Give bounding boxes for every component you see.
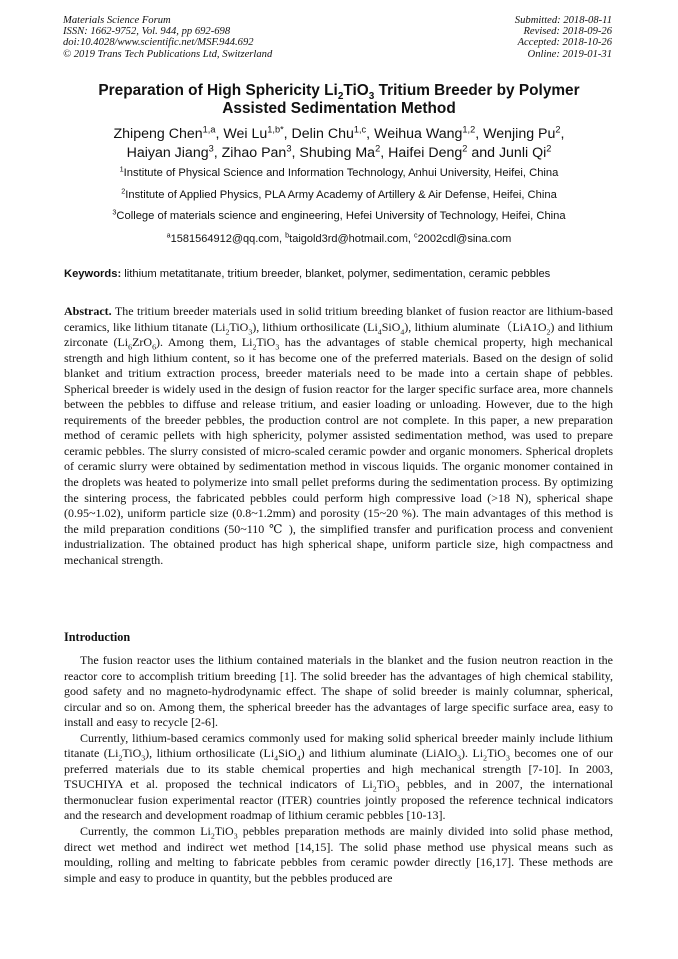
chem-subscript: 2 [210,831,215,841]
chem-subscript: 3 [141,753,146,763]
author-separator: , [283,126,292,142]
author-separator: , [560,126,565,142]
author-affiliation-marker: 3 [208,142,214,153]
author-emails [40,233,638,246]
author-affiliation-marker: 1,b* [267,124,284,135]
abstract-text: ). Among them, Li [155,335,253,350]
email-address[interactable]: taigold3rd@hotmail.com, [289,233,415,245]
intro-paragraph-2 [64,731,613,824]
chem-subscript: 3 [275,342,280,352]
author-affiliation-marker: 1,2 [462,124,476,135]
chem-subscript: 6 [128,342,133,352]
chem-subscript: 3 [248,326,253,336]
keywords [64,267,624,281]
email-marker: a [166,231,171,240]
chem-subscript: 4 [274,753,279,763]
journal-header-left [63,15,272,60]
author-separator: , [366,126,375,142]
title-sub: 2 [337,91,344,103]
title-text: TiO [343,82,369,99]
chem-subscript: 3 [233,831,238,841]
intro-text: TiO [214,824,234,839]
email-address[interactable]: 1581564912@qq.com, [170,233,286,245]
author-name: Wei Lu [223,126,268,142]
abstract-text: The tritium breeder materials used in solid tritium breeding blanket of fusion reactor are lithium-based ceramics, like lithium titanate (Li [64,304,613,334]
chem-subscript: 2 [118,753,123,763]
author-affiliation-marker: 2 [546,142,552,153]
intro-text: TiO [376,777,396,792]
section-heading-introduction: Introduction [64,630,131,644]
intro-text: pebbles, and in 2007, the international thermonuclear fusion experimental reactor (ITER) countries jointly proposed the reference technical indicators and the research and development roadmap of lithium ceramic pebbles [10-13]. [64,777,614,823]
affiliation-1 [40,164,638,180]
email-address[interactable]: 2002cdl@sina.com [417,233,512,245]
intro-text: TiO [122,746,142,761]
author-affiliation-marker: 2 [375,142,381,153]
abstract-text: ), lithium aluminate（LiA1O [404,319,547,334]
chem-subscript: 2 [483,753,488,763]
introduction-body [64,653,613,886]
chem-subscript: 2 [252,342,257,352]
affiliation-text: Institute of Applied Physics, PLA Army Academy of Artillery & Air Defense, Heifei, China [125,189,557,201]
affiliation-number: 1 [119,164,124,174]
affiliation-text: Institute of Physical Science and Information Technology, Anhui University, Heifei, China [123,167,559,179]
chem-subscript: 4 [377,326,382,336]
chem-subscript: 4 [400,326,405,336]
chem-subscript: 6 [152,342,156,352]
email-marker: c [414,231,418,240]
author-separator: , [291,144,300,161]
affiliation-text: College of materials science and engineering, Hefei University of Technology, Heifei, China [116,210,566,222]
intro-paragraph-3 [64,824,613,886]
intro-text: becomes one of our preferred materials due to its stable chemical properties and high mechanical strength [7-10]. In 2003, TSUCHIYA et al. proposed the technical indicators of Li [64,746,613,792]
author-affiliation-marker: 2 [555,124,561,135]
intro-text: pebbles preparation methods are mainly divided into solid phase method, direct wet method and indirect wet method [14,15]. The solid phase method use physical means such as moulding, rolling and melting to fabricate pebbles from ceramic powder directly [16,17]. These methods are simple and easy to produce in quantity, but the pebbles produced are [64,824,613,885]
affiliation-2 [40,186,638,202]
author-separator: , [213,144,222,161]
intro-text: SiO [278,746,297,761]
author-name: Zihao Pan [221,144,287,161]
author-name: Shubing Ma [299,144,376,161]
abstract-text: TiO [229,319,249,334]
affiliation-number: 3 [112,207,117,217]
abstract-text: ZrO [132,335,153,350]
journal-copyright: © 2019 Trans Tech Publications Ltd, Switzerland [63,48,273,60]
email-marker: b [285,231,290,240]
date-accepted: Accepted: 2018-10-26 [517,37,612,49]
abstract-text: ) and lithium zirconate (Li [64,319,614,350]
intro-text: TiO [487,746,506,761]
affiliation-3 [40,207,638,223]
author-name: Haifei Deng [388,144,463,161]
title-text: Preparation of High Sphericity Li [98,82,338,99]
chem-subscript: 2 [372,784,377,794]
title-text: Tritium Breeder by Polymer [374,82,580,99]
paper-title [40,82,638,118]
date-revised: Revised: 2018-09-26 [523,26,612,38]
author-name: Junli Qi [498,144,547,161]
journal-doi[interactable]: doi:10.4028/www.scientific.net/MSF.944.692 [63,37,254,49]
chem-subscript: 3 [395,784,400,794]
journal-issn: ISSN: 1662-9752, Vol. 944, pp 692-698 [63,26,231,38]
affiliation-number: 2 [121,186,126,196]
author-affiliation-marker: 1,a [202,124,216,135]
chem-subscript: 3 [505,753,510,763]
chem-subscript: 3 [457,753,462,763]
author-separator: and [467,144,499,161]
author-name: Haiyan Jiang [126,144,209,161]
intro-text: ), lithium orthosilicate (Li [145,746,275,761]
author-name: Weihua Wang [374,126,463,142]
journal-name: Materials Science Forum [63,15,171,26]
intro-text: Currently, lithium-based ceramics commonly used for making solid spherical breeder mainly include lithium titanate (Li [64,730,613,761]
date-submitted: Submitted: 2018-08-11 [514,15,612,26]
intro-text: ). Li [461,746,484,761]
chem-subscript: 2 [225,326,230,336]
chem-subscript: 2 [546,326,551,336]
author-affiliation-marker: 2 [462,142,468,153]
author-name: Wenjing Pu [483,126,556,142]
intro-text: Currently, the common Li [80,824,211,839]
keywords-text: lithium metatitanate, tritium breeder, blanket, polymer, sedimentation, ceramic pebbles [121,268,551,280]
author-name: Delin Chu [291,126,354,142]
abstract-text: ), lithium orthosilicate (Li [252,319,378,334]
abstract-label: Abstract. [64,304,112,318]
intro-text: ) and lithium aluminate (LiAlO [300,746,458,761]
author-list [40,125,638,162]
abstract-text: TiO [256,335,276,350]
intro-paragraph-1: The fusion reactor uses the lithium contained materials in the blanket and the fusion neutron reaction in the reactor core to accomplish tritium breeding [1]. The solid breeder has the advantages of high chemical stability, good safety and no magneto-hydrodynamic effect. The shape of solid breeder is mainly columnar, spherical, circular and so on. Among them, the spherical breeder has the advantages of large specific surface area, easy to install and easy to recycle [2-6]. [64,653,613,730]
keywords-label: Keywords: [64,268,122,280]
date-online: Online: 2019-01-31 [527,48,612,60]
abstract-text: has the advantages of stable chemical property, high mechanical strength and high lithium content, so it has become one of the preferred materials. Based on the design of solid blanket and tritium extraction process, breeder materials need to be made into a certain shape of pebbles. Spherical breeder is widely used in the design of fusion reactor for the larger specific surface area, more channels between the pebbles to diffuse and release tritium, and easier loading or unloading. However, due to the high requirements of the breeder pebbles, the production control are not complete. In this paper, a new preparation method of ceramic pellets with high sphericity, polymer assisted sedimentation method, was used to prepare ceramic pebbles. The slurry consisted of micro-scaled ceramic powder and organic monomers. Spherical droplets of ceramic slurry were obtained by sedimentation method in viscous liquids. The organic monomer contained in the droplets was heated to polymerize into small pellet preforms during the sedimentation process. By optimizing the sintering process, the fabricated pebbles could perform high compressive load (>18 N), spherical shape (0.95~1.02), uniform particle size (0.8~1.2mm) and porosity (15~20 %). The main advantages of this method is the mild preparation conditions (50~110 ℃ ), the simplified transfer and purification process and convenient industrialization. The obtained product has high spherical shape, uniform particle size, high compactness and mechanical strength. [64,335,613,567]
title-sub: 3 [368,91,375,103]
author-name: Zhipeng Chen [113,126,203,142]
author-affiliation-marker: 1,c [353,124,367,135]
author-affiliation-marker: 3 [286,142,292,153]
abstract [64,304,613,568]
title-line-2: Assisted Sedimentation Method [222,100,456,117]
author-separator: , [380,144,389,161]
author-separator: , [215,126,224,142]
author-separator: , [475,126,484,142]
chem-subscript: 4 [296,753,301,763]
abstract-text: SiO [381,319,401,334]
journal-header-right [515,15,612,60]
